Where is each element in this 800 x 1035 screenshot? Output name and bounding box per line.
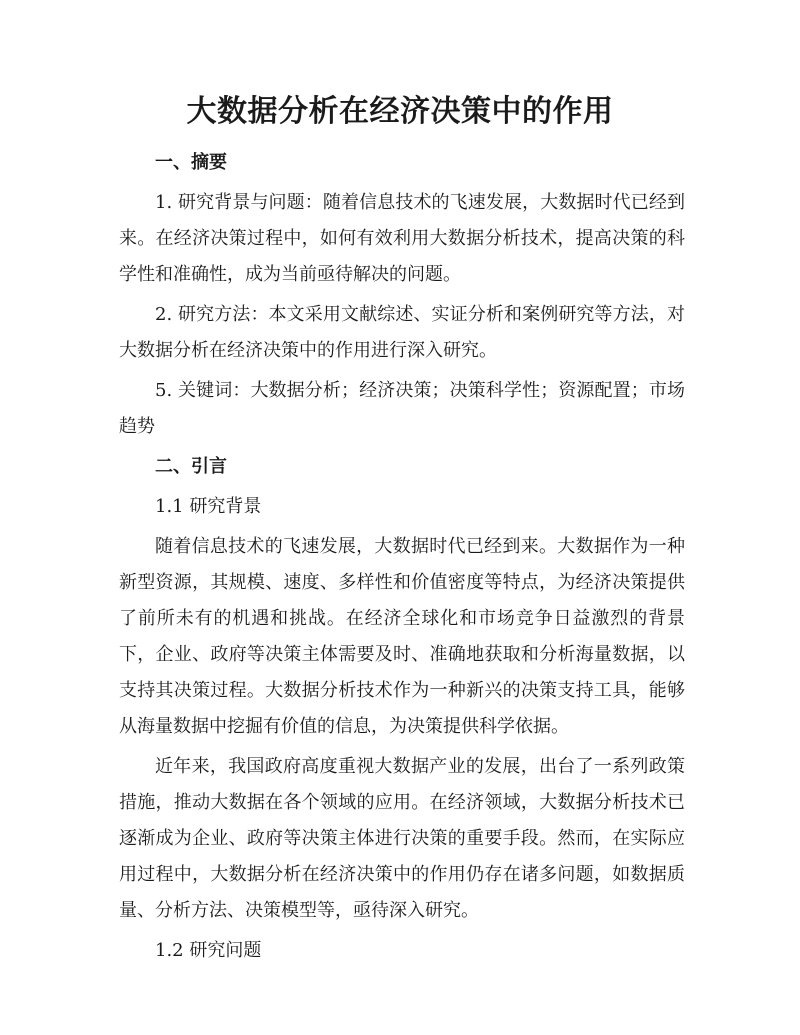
section-heading-introduction: 二、引言 bbox=[155, 456, 227, 477]
section-heading-abstract: 一、摘要 bbox=[155, 152, 227, 173]
subsection-heading-background: 1.1 研究背景 bbox=[155, 496, 262, 517]
abstract-paragraph-keywords: 5. 关键词：大数据分析；经济决策；决策科学性；资源配置；市场趋势 bbox=[119, 380, 685, 437]
introduction-paragraph-2: 近年来，我国政府高度重视大数据产业的发展，出台了一系列政策措施，推动大数据在各个领域的应用。在经济领域，大数据分析技术已逐渐成为企业、政府等决策主体进行决策的重要手段。然而，在实际应用过程中，大数据分析在经济决策中的作用仍存在诸多问题，如数据质量、分析方法、决策模型等，亟待深入研究。 bbox=[119, 756, 685, 921]
document-body bbox=[119, 145, 685, 973]
abstract-paragraph-background: 1. 研究背景与问题：随着信息技术的飞速发展，大数据时代已经到来。在经济决策过程中，如何有效利用大数据分析技术，提高决策的科学性和准确性，成为当前亟待解决的问题。 bbox=[119, 192, 685, 285]
introduction-paragraph-1: 随着信息技术的飞速发展，大数据时代已经到来。大数据作为一种新型资源，其规模、速度、多样性和价值密度等特点，为经济决策提供了前所未有的机遇和挑战。在经济全球化和市场竞争日益激烈的背景下，企业、政府等决策主体需要及时、准确地获取和分析海量数据，以支持其决策过程。大数据分析技术作为一种新兴的决策支持工具，能够从海量数据中挖掘有价值的信息，为决策提供科学依据。 bbox=[119, 536, 685, 737]
subsection-heading-research-question: 1.2 研究问题 bbox=[155, 940, 262, 961]
document-title: 大数据分析在经济决策中的作用 bbox=[186, 94, 614, 129]
abstract-paragraph-method: 2. 研究方法：本文采用文献综述、实证分析和案例研究等方法，对大数据分析在经济决策中的作用进行深入研究。 bbox=[119, 304, 685, 361]
